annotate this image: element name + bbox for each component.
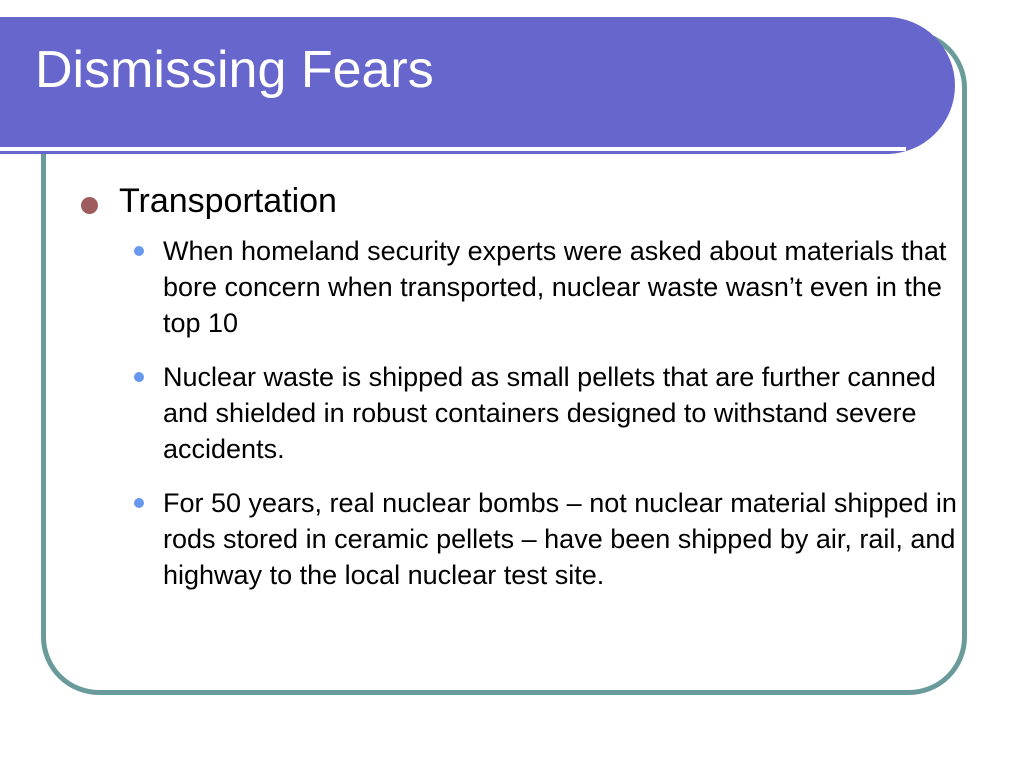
slide-body xyxy=(79,182,959,611)
sub-bullet-dot-icon xyxy=(134,498,144,508)
bullet-transportation xyxy=(79,182,959,221)
slide-title: Dismissing Fears xyxy=(35,41,434,99)
bullet-text: Transportation xyxy=(119,182,337,220)
sub-bullet xyxy=(79,233,959,341)
sub-bullet-dot-icon xyxy=(134,372,144,382)
sub-bullet xyxy=(79,359,959,467)
sub-bullet-text: When homeland security experts were asked about materials that bore concern when transported, nuclear waste wasn’t even in the top 10 xyxy=(163,236,947,339)
sub-bullet-dot-icon xyxy=(134,246,144,256)
sub-bullet-text: Nuclear waste is shipped as small pellets that are further canned and shielded in robust containers designed to withstand severe accidents. xyxy=(163,362,936,465)
sub-bullet-text: For 50 years, real nuclear bombs – not nuclear material shipped in rods stored in ceramic pellets – have been shipped by air, rail, and highway to the local nuclear test site. xyxy=(163,488,957,591)
bullet-dot-icon xyxy=(81,197,98,214)
sub-bullet xyxy=(79,485,959,593)
title-underline xyxy=(0,147,906,151)
